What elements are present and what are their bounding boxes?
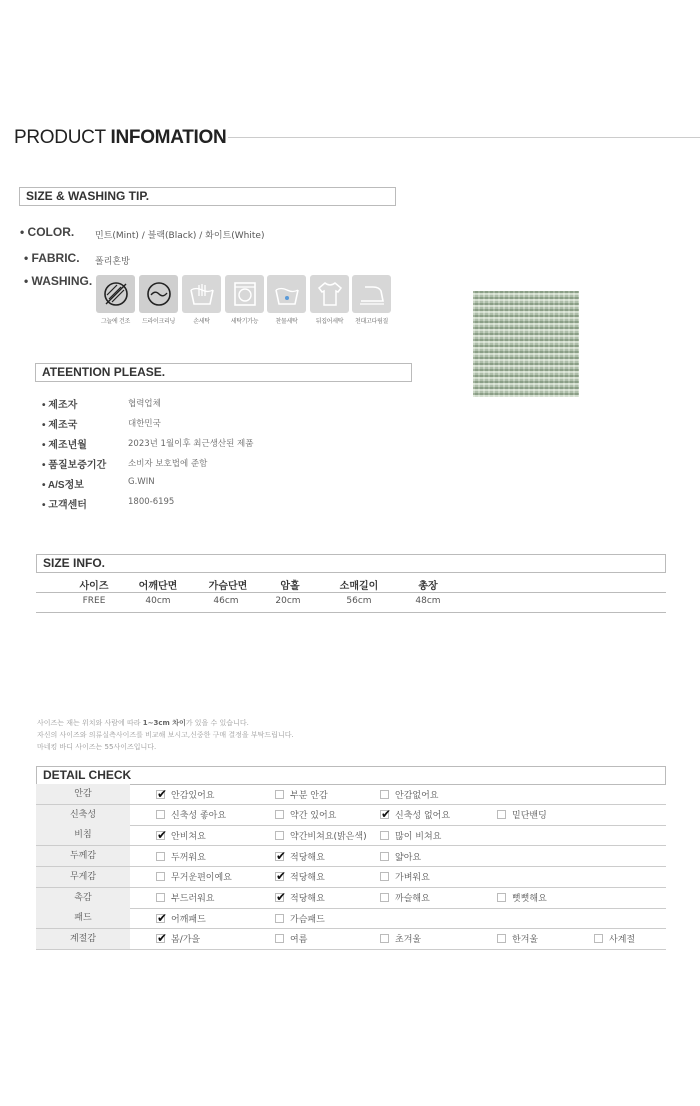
option-label: 약간비쳐요(밝은색) (290, 831, 367, 842)
size-note: 마네킹 바디 사이즈는 55사이즈입니다. (37, 743, 157, 751)
option-label: 적당해요 (290, 894, 325, 904)
washing-caption: 세탁기가능 (230, 318, 259, 325)
checkbox[interactable] (380, 872, 389, 881)
option-label: 뻣뻣해요 (512, 894, 547, 904)
checked-checkbox[interactable] (380, 810, 389, 819)
size-info-heading: SIZE INFO. (36, 554, 666, 573)
option-label: 여름 (290, 935, 308, 946)
washing-item (267, 275, 306, 325)
checkbox[interactable] (380, 893, 389, 902)
detail-option[interactable] (156, 829, 206, 841)
hand-wash-icon (182, 275, 221, 313)
checked-checkbox[interactable] (156, 790, 165, 799)
option-label: 신축성 없어요 (395, 811, 451, 822)
option-label: 한겨울 (512, 935, 539, 946)
checkbox[interactable] (380, 934, 389, 943)
attention-label: • 제조년월 (42, 440, 87, 451)
size-cell: 48cm (415, 596, 441, 606)
checked-checkbox[interactable] (275, 872, 284, 881)
detail-option[interactable] (156, 871, 232, 883)
table-row (36, 846, 666, 867)
size-cell: 56cm (346, 596, 372, 606)
option-label: 사계절 (609, 935, 636, 946)
checkbox[interactable] (156, 872, 165, 881)
attention-label: • 품질보증기간 (42, 460, 107, 471)
inside-out-icon (310, 275, 349, 313)
attention-label: • 제조국 (42, 420, 78, 431)
checked-checkbox[interactable] (275, 852, 284, 861)
attention-value: 1800-6195 (128, 497, 175, 507)
checkbox[interactable] (275, 934, 284, 943)
detail-check-heading: DETAIL CHECK (36, 766, 666, 785)
option-label: 안감없어요 (395, 790, 439, 801)
option-label: 무거운편이예요 (171, 873, 232, 884)
detail-option[interactable] (594, 933, 635, 945)
detail-category: 안감 (36, 784, 130, 804)
color-label: • COLOR. (20, 225, 75, 239)
detail-option[interactable] (275, 933, 307, 945)
option-label: 약간 있어요 (290, 811, 337, 822)
table-row (36, 929, 666, 950)
size-note (37, 718, 249, 728)
detail-category: 촉감 (36, 888, 130, 908)
size-col-header: 소매길이 (339, 581, 379, 592)
fabric-swatch-image (473, 291, 579, 397)
washing-caption: 드라이크리닝 (142, 318, 175, 325)
washing-caption: 뒤집어세탁 (315, 318, 344, 325)
detail-option[interactable] (275, 912, 325, 924)
checkbox[interactable] (275, 810, 284, 819)
option-label: 얇아요 (395, 852, 422, 863)
checkbox[interactable] (380, 790, 389, 799)
title-light: PRODUCT (14, 127, 106, 148)
washing-caption: 천대고다림질 (355, 318, 388, 325)
checkbox[interactable] (275, 790, 284, 799)
color-value: 민트(Mint) / 블랙(Black) / 화이트(White) (95, 231, 265, 241)
detail-option[interactable] (275, 871, 325, 883)
checkbox[interactable] (156, 810, 165, 819)
detail-category: 두께감 (36, 846, 130, 866)
title-bold: INFOMATION (110, 127, 227, 148)
checkbox[interactable] (275, 831, 284, 840)
attention-label: • 제조자 (42, 400, 78, 411)
page-title (14, 127, 226, 149)
detail-category: 계절감 (36, 929, 130, 949)
washing-caption: 그늘에 건조 (100, 318, 131, 325)
table-row (36, 593, 666, 613)
option-label: 부드러워요 (171, 894, 215, 904)
attention-heading: ATEENTION PLEASE. (35, 363, 412, 382)
dry-clean-icon (139, 275, 178, 313)
note-text: 가 있을 수 있습니다. (185, 719, 249, 727)
detail-option[interactable] (156, 912, 206, 924)
detail-option[interactable] (156, 788, 214, 800)
option-label: 신축성 좋아요 (171, 811, 227, 822)
table-row (36, 908, 666, 929)
checkbox[interactable] (594, 934, 603, 943)
checked-checkbox[interactable] (156, 831, 165, 840)
size-col-header: 어깨단면 (138, 581, 178, 592)
washing-item (96, 275, 135, 325)
checkbox[interactable] (156, 852, 165, 861)
detail-option[interactable] (156, 892, 214, 904)
attention-value: 소비자 보호법에 준함 (128, 459, 208, 469)
washing-item (139, 275, 178, 325)
machine-wash-icon (225, 275, 264, 313)
attention-value: 대한민국 (128, 419, 161, 429)
washing-item (352, 275, 391, 325)
checkbox[interactable] (380, 831, 389, 840)
size-washing-heading: SIZE & WASHING TIP. (19, 187, 396, 206)
option-label: 가슴패드 (290, 914, 325, 925)
detail-category: 신축성 (36, 805, 130, 825)
table-row (36, 867, 666, 888)
size-col-header: 총장 (418, 581, 438, 592)
size-note: 자신의 사이즈와 의류실측사이즈를 비교해 보시고,신중한 구매 결정을 부탁드립니다. (37, 731, 294, 739)
washing-caption: 손세탁 (193, 318, 210, 325)
option-label: 많이 비쳐요 (395, 831, 442, 842)
option-label: 밑단밴딩 (512, 811, 547, 822)
size-cell: 40cm (145, 596, 171, 606)
detail-option[interactable] (380, 829, 441, 841)
size-col-header: 사이즈 (79, 581, 109, 592)
detail-option[interactable] (156, 933, 200, 945)
table-row (36, 784, 666, 805)
detail-option[interactable] (275, 892, 325, 904)
size-cell: FREE (82, 596, 106, 606)
washing-label: • WASHING. (24, 274, 93, 288)
note-text: 사이즈는 재는 위치와 사람에 따라 (37, 719, 143, 727)
checkbox[interactable] (497, 934, 506, 943)
detail-option[interactable] (156, 850, 206, 862)
detail-option[interactable] (275, 788, 328, 800)
detail-option[interactable] (156, 809, 226, 821)
title-divider (228, 137, 700, 138)
table-row (36, 825, 666, 846)
washing-item (182, 275, 221, 325)
option-label: 가벼워요 (395, 873, 430, 884)
option-label: 초겨울 (395, 935, 422, 946)
fabric-label: • FABRIC. (24, 251, 80, 265)
washing-item (310, 275, 349, 325)
detail-option[interactable] (380, 871, 430, 883)
detail-option[interactable] (275, 809, 336, 821)
detail-option[interactable] (275, 850, 325, 862)
attention-label: • A/S정보 (42, 480, 84, 491)
option-label: 적당해요 (290, 873, 325, 884)
attention-label: • 고객센터 (42, 500, 87, 511)
table-row (36, 805, 666, 826)
size-col-header: 가슴단면 (208, 581, 248, 592)
detail-option[interactable] (497, 933, 538, 945)
option-label: 두꺼워요 (171, 852, 206, 863)
option-label: 어깨패드 (171, 914, 206, 925)
cold-wash-icon (267, 275, 306, 313)
checked-checkbox[interactable] (275, 893, 284, 902)
low-iron-icon (352, 275, 391, 313)
checkbox[interactable] (156, 893, 165, 902)
size-col-header: 암홀 (280, 581, 300, 592)
attention-value: G.WIN (128, 477, 155, 487)
size-cell: 46cm (213, 596, 239, 606)
detail-option[interactable] (380, 809, 450, 821)
detail-option[interactable] (380, 788, 438, 800)
table-row (36, 888, 666, 909)
detail-option[interactable] (497, 809, 547, 821)
checkbox[interactable] (275, 914, 284, 923)
option-label: 까슬해요 (395, 894, 430, 904)
checked-checkbox[interactable] (156, 914, 165, 923)
washing-caption: 찬물세탁 (275, 318, 298, 325)
detail-category: 무게감 (36, 867, 130, 887)
option-label: 봄/가을 (171, 935, 201, 946)
detail-option[interactable] (275, 829, 367, 841)
attention-value: 협력업체 (128, 399, 161, 409)
shade-dry-icon (96, 275, 135, 313)
washing-item (225, 275, 264, 325)
size-table-header (36, 574, 666, 593)
detail-option[interactable] (497, 892, 547, 904)
fabric-value: 폴리혼방 (95, 257, 130, 267)
note-emphasis: 1~3cm 차이 (142, 719, 186, 727)
option-label: 안비쳐요 (171, 831, 206, 842)
detail-category: 비침 (36, 825, 130, 845)
detail-category: 패드 (36, 908, 130, 928)
option-label: 안감있어요 (171, 790, 215, 801)
detail-option[interactable] (380, 892, 430, 904)
detail-option[interactable] (380, 933, 421, 945)
option-label: 부분 안감 (290, 790, 328, 801)
attention-value: 2023년 1월이후 최근생산된 제품 (128, 439, 254, 449)
checkbox[interactable] (380, 852, 389, 861)
size-cell: 20cm (275, 596, 301, 606)
checked-checkbox[interactable] (156, 934, 165, 943)
option-label: 적당해요 (290, 852, 325, 863)
detail-option[interactable] (380, 850, 421, 862)
checkbox[interactable] (497, 810, 506, 819)
checkbox[interactable] (497, 893, 506, 902)
